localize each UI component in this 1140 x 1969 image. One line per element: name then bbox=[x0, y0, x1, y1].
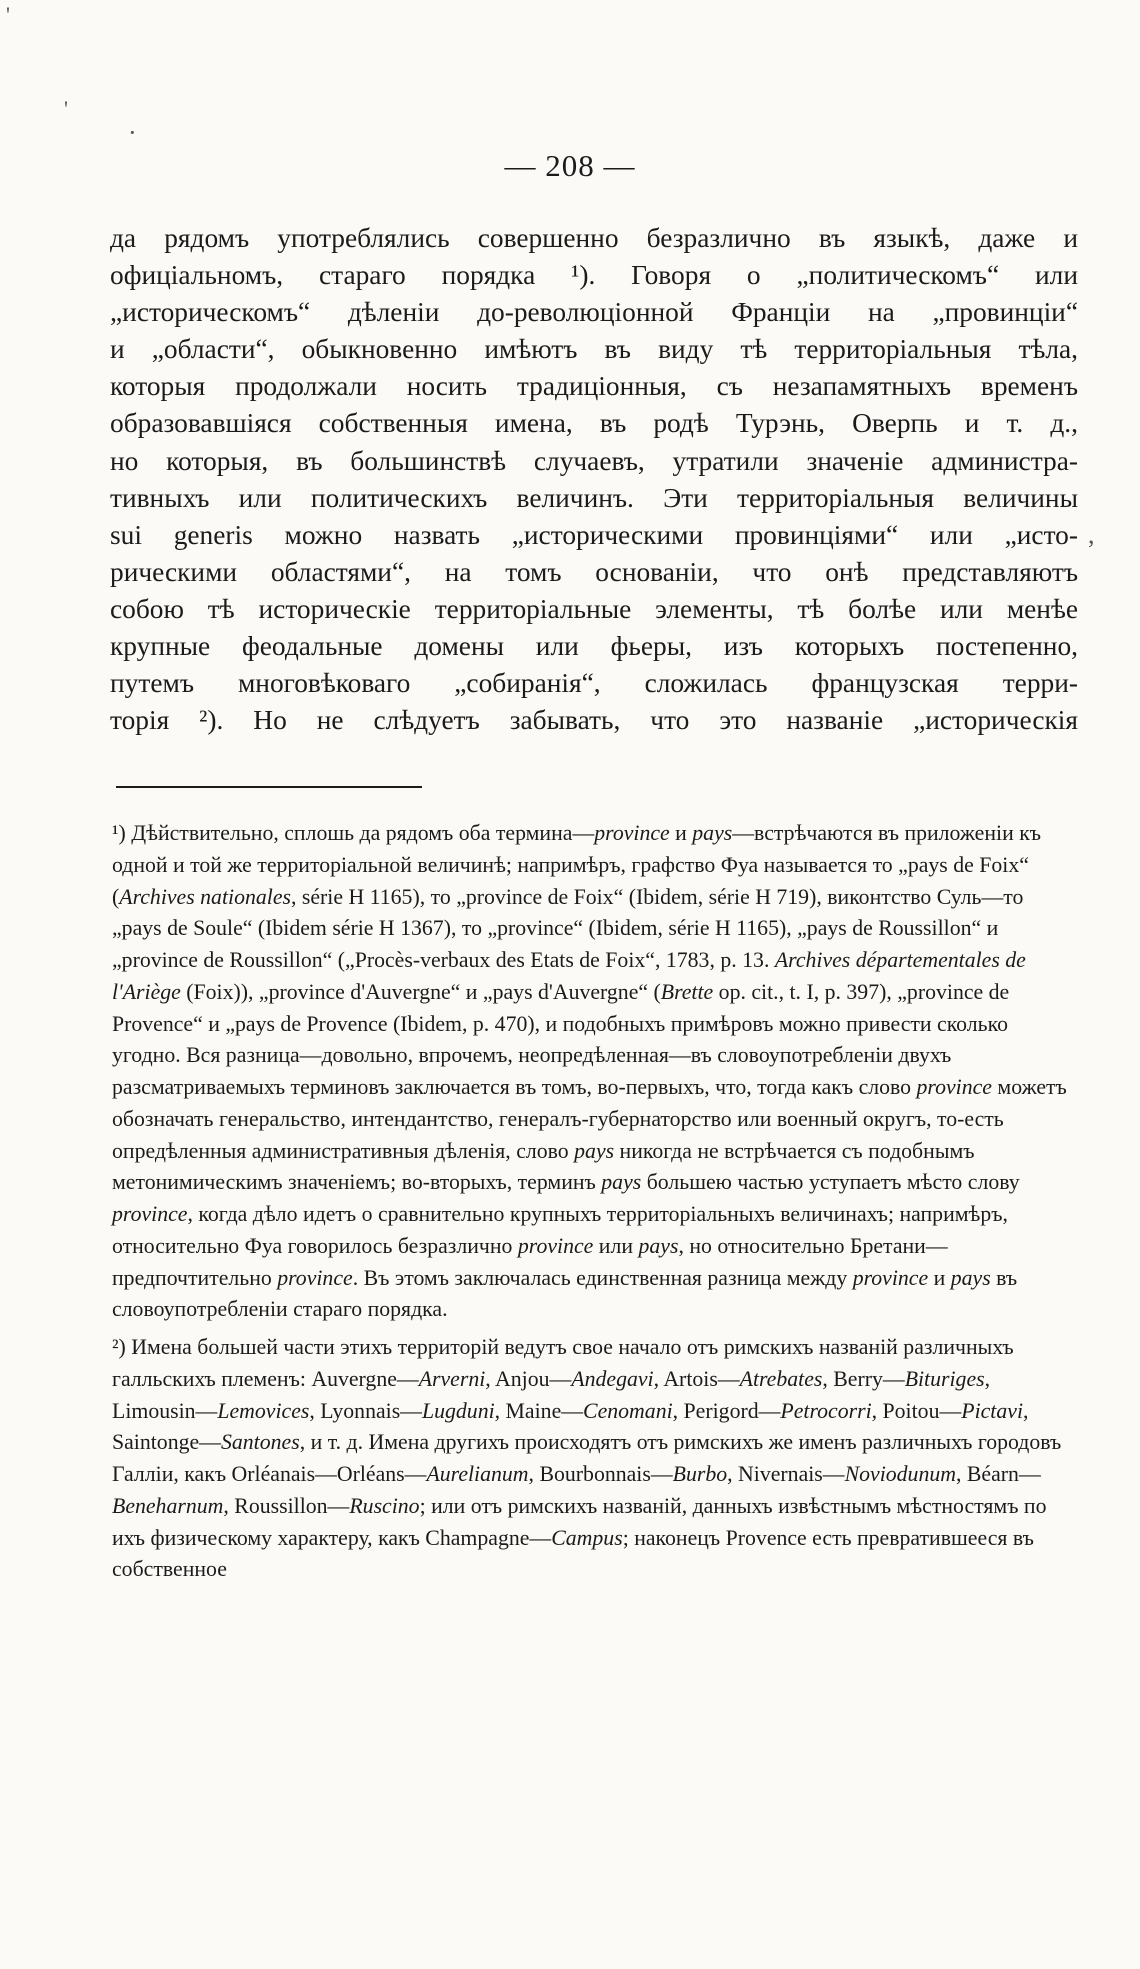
text-line: рическими областями“, на томъ основаніи, что онѣ представляютъ bbox=[110, 556, 1078, 587]
footnote-text: , Anjou— bbox=[485, 1366, 572, 1391]
italic-term: Brette bbox=[660, 979, 714, 1004]
italic-term: Arverni bbox=[418, 1366, 486, 1391]
italic-term: province bbox=[517, 1233, 594, 1258]
footnote-text: , Lyonnais— bbox=[309, 1398, 422, 1423]
text-line: „историческомъ“ дѣленіи до-революціонной Франціи на „провинціи“ bbox=[110, 297, 1078, 328]
text-line: крупные феодальные домены или фьеры, изъ которыхъ постепенно, bbox=[110, 631, 1078, 662]
italic-term: Lugduni bbox=[421, 1398, 495, 1423]
italic-term: Ruscino bbox=[349, 1493, 420, 1518]
footnote-divider bbox=[116, 786, 422, 788]
footnote-text: никогда не встрѣчается съ подобнымъ метонимическимъ значеніемъ; во-вторыхъ, терминъ bbox=[112, 1138, 975, 1195]
page-number: — 208 — bbox=[504, 148, 636, 183]
footnote-text: можетъ обозначать генеральство, интендантство, генералъ-губернаторство или военный округъ, то-есть опредѣленныя административныя дѣленія, слово bbox=[112, 1075, 1067, 1163]
italic-term: Burbo bbox=[672, 1462, 728, 1486]
scan-mark: ' bbox=[64, 96, 68, 121]
italic-term: pays bbox=[574, 1138, 615, 1163]
footnotes bbox=[112, 818, 1078, 1586]
text-line: да рядомъ употреблялись совершенно безразлично въ языкѣ, даже и bbox=[110, 223, 1078, 253]
footnote-text: , но относительно Бретани—предпочтительно bbox=[112, 1233, 948, 1290]
italic-term: Archives nationales bbox=[119, 884, 291, 909]
footnote-text: , Nivernais— bbox=[727, 1462, 845, 1486]
italic-term: pays bbox=[601, 1170, 642, 1195]
footnote-text: , Berry— bbox=[822, 1366, 905, 1391]
footnote-1 bbox=[112, 818, 1078, 1326]
italic-term: Beneharnum bbox=[112, 1493, 224, 1518]
italic-term: Aurelianum bbox=[426, 1462, 529, 1486]
footnote-text: , Artois— bbox=[653, 1366, 740, 1391]
footnote-text: , Poitou— bbox=[871, 1398, 962, 1423]
italic-term: Pictavi bbox=[961, 1398, 1023, 1423]
italic-term: Lemovices bbox=[217, 1398, 310, 1423]
footnote-text: , Bourbonnais— bbox=[528, 1462, 673, 1486]
footnote-text: , Limousin— bbox=[112, 1366, 991, 1423]
scan-mark: ' bbox=[6, 2, 10, 27]
footnote-text: (Foix)), „province d'Auvergne“ и „pays d'Auvergne“ ( bbox=[180, 979, 661, 1004]
italic-term: province bbox=[852, 1265, 929, 1290]
footnote-text: , Saintonge— bbox=[112, 1398, 1029, 1455]
italic-term: Archives départementales de l'Ariège bbox=[112, 948, 1026, 1004]
footnote-text: op. cit., t. I, p. 397), „province de Provence“ и „pays de Provence (Ibidem, p. 470), и подобныхъ примѣровъ можно привести сколько угодно. Вся разница—довольно, впрочемъ, неопредѣленная—въ словоупотребленіи двухъ разсматриваемыхъ терминовъ заключается въ томъ, во-первыхъ, что, тогда какъ слово bbox=[112, 979, 1010, 1099]
footnote-text: , Maine— bbox=[494, 1398, 584, 1423]
text-line: образовавшіяся собственныя имена, въ родѣ Турэнь, Оверпь и т. д., bbox=[110, 408, 1078, 439]
footnote-text: ; или отъ римскихъ названій, данныхъ извѣстнымъ мѣстностямъ по ихъ физическому характеру, какъ Champagne— bbox=[112, 1493, 1047, 1550]
italic-term: Campus bbox=[551, 1525, 623, 1550]
italic-term: pays bbox=[692, 821, 733, 845]
footnote-text: и bbox=[928, 1265, 951, 1290]
italic-term: Bituriges bbox=[904, 1366, 985, 1391]
footnote-text: , Roussillon— bbox=[223, 1493, 350, 1518]
footnote-marker: ¹) bbox=[112, 821, 126, 845]
text-line: но которыя, въ большинствѣ случаевъ, утратили значеніе администра- bbox=[110, 445, 1078, 476]
footnote-text: или bbox=[593, 1233, 639, 1258]
scan-mark: , bbox=[1088, 520, 1095, 549]
italic-term: pays bbox=[950, 1265, 991, 1290]
footnote-text: и bbox=[669, 821, 693, 845]
footnote-text: въ словоупотребленіи стараго порядка. bbox=[112, 1265, 1018, 1322]
text-line: офиціальномъ, стараго порядка ¹). Говоря о „политическомъ“ или bbox=[110, 260, 1078, 291]
text-line: собою тѣ историческіе территоріальные элементы, тѣ болѣе или менѣе bbox=[110, 593, 1078, 624]
footnote-text: , Perigord— bbox=[672, 1398, 781, 1423]
footnote-text: —встрѣчаются въ приложеніи къ одной и той же территоріальной величинѣ; напримѣръ, графство Фуа называется то „pays de Foix“ ( bbox=[112, 821, 1042, 909]
footnote-marker: ²) bbox=[112, 1335, 126, 1359]
italic-term: province bbox=[916, 1075, 992, 1099]
italic-term: pays bbox=[638, 1233, 679, 1258]
italic-term: Santones bbox=[220, 1430, 300, 1455]
italic-term: Andegavi bbox=[571, 1366, 654, 1391]
italic-term: Noviodunum bbox=[844, 1462, 956, 1486]
footnote-text: . Въ этомъ заключалась единственная разница между bbox=[352, 1265, 853, 1290]
italic-term: Petrocorri bbox=[780, 1398, 872, 1423]
footnote-2 bbox=[112, 1332, 1078, 1586]
footnote-text: Дѣйствительно, сплошь да рядомъ оба термина— bbox=[125, 821, 595, 845]
italic-term: province bbox=[594, 821, 670, 845]
text-line: sui generis можно назвать „историческими провинціями“ или „исто- bbox=[110, 519, 1078, 550]
text-line: торія ²). Но не слѣдуетъ забывать, что это названіе „историческія bbox=[110, 705, 1078, 736]
footnote-text: большею частью уступаетъ мѣсто слову bbox=[641, 1170, 1020, 1195]
footnote-text: Имена большей части этихъ территорій ведутъ свое начало отъ римскихъ названій различныхъ галльскихъ племенъ: Auvergne— bbox=[112, 1335, 1014, 1391]
italic-term: province bbox=[112, 1202, 188, 1226]
italic-term: Cenomani bbox=[583, 1398, 673, 1423]
italic-term: Atrebates bbox=[739, 1366, 823, 1391]
footnote-text: , и т. д. Имена другихъ происходятъ отъ римскихъ же именъ различныхъ городовъ Галліи, какъ Orléanais—Orléans— bbox=[112, 1430, 1062, 1486]
scan-mark: · bbox=[128, 118, 137, 147]
footnote-text: , série H 1165), то „province de Foix“ (Ibidem, série H 719), виконтство Суль—то „pays de Soule“ (Ibidem série H 1367), то „province“ (Ibidem, série H 1165), „pays de Roussillon“ и „province de Roussillon“ („Procès-verbaux des Etats de Foix“, 1783, p. 13. bbox=[112, 884, 1024, 972]
footnote-text: , Béarn— bbox=[956, 1462, 1041, 1486]
text-line: и „области“, обыкновенно имѣютъ въ виду тѣ территоріальныя тѣла, bbox=[110, 334, 1078, 365]
text-line: тивныхъ или политическихъ величинъ. Эти территоріальныя величины bbox=[110, 482, 1078, 513]
text-line: которыя продолжали носить традиціонныя, съ незапамятныхъ временъ bbox=[110, 371, 1078, 402]
text-line: путемъ многовѣковаго „собиранія“, сложилась французская терри- bbox=[110, 668, 1078, 699]
italic-term: province bbox=[277, 1265, 353, 1290]
footnote-text: , когда дѣло идетъ о сравнительно крупныхъ территоріальныхъ величинахъ; напримѣръ, относительно Фуа говорилось безразлично bbox=[112, 1202, 1008, 1258]
main-text-block bbox=[110, 220, 1078, 739]
footnote-text: ; наконецъ Provence есть превратившееся въ собственное bbox=[112, 1525, 1034, 1582]
